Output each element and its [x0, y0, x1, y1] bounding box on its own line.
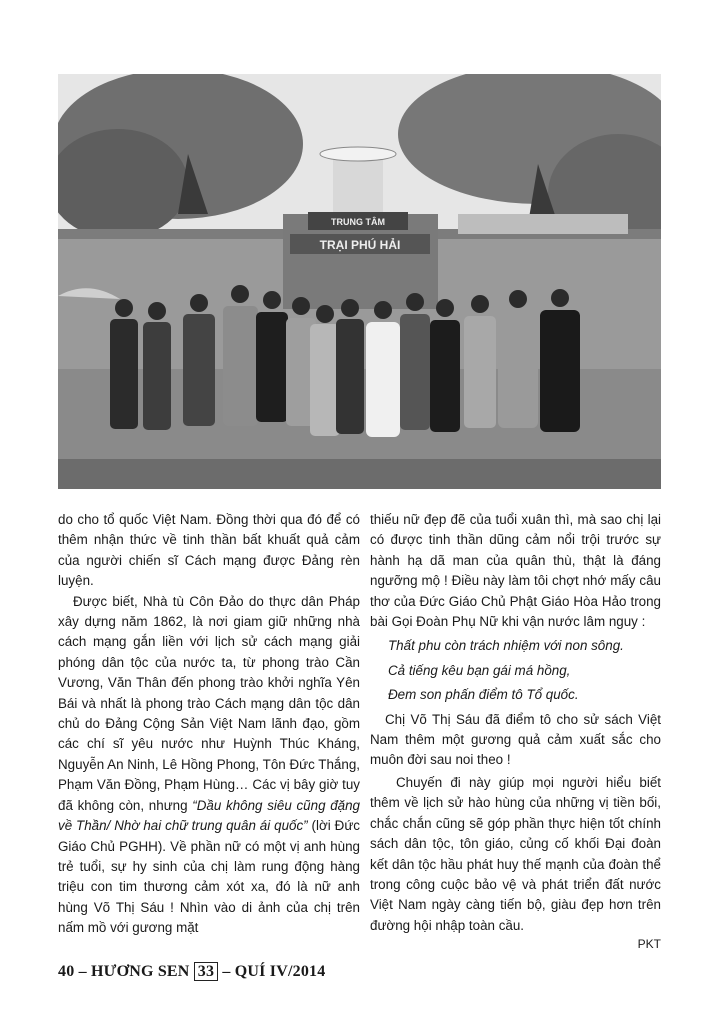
footer-magazine: – HƯƠNG SEN [74, 963, 194, 980]
left-paragraph-2-text: Được biết, Nhà tù Côn Đảo do thực dân Pháp xây dựng năm 1862, là nơi giam giữ những nhà cách mạng gắn liền với lịch sử cách mạng giải phóng dân tộc của nước ta, từ phong trào Cần Vương, Văn Thân đến phong trào khởi nghĩa Yên Bái và nhất là phong trào Cách mạng dân tộc dân chủ do Đảng Cộng Sản Việt Nam lãnh đạo, gồm các chí sĩ yêu nước như Huỳnh Thúc Kháng, Nguyễn An Ninh, Lê Hồng Phong, Tôn Đức Thắng, Phạm Văn Đồng, Phạm Hùng… Các vị bây giờ tuy đã không còn, nhưng [58, 593, 360, 813]
verse-line-3: Đem son phấn điểm tô Tổ quốc. [388, 687, 579, 703]
footer-quarter: – QUÍ IV/2014 [218, 963, 326, 980]
left-column [58, 510, 360, 939]
left-quote: “Dầu không siêu cũng đặng về Thần/ Nhờ hai chữ trung quân ái quốc” [58, 797, 361, 834]
issue-number: 33 [194, 962, 218, 981]
right-column [370, 510, 661, 952]
left-paragraph-1: do cho tổ quốc Việt Nam. Đồng thời qua đó để có thêm nhận thức về tinh thần bất khuất quả cảm của người chiến sĩ Cách mạng được Đảng rèn luyện. [58, 512, 360, 589]
left-paragraph-2-end: (lời Đức Giáo Chủ PGHH). Về phần nữ có một vị anh hùng trẻ tuổi, sự hy sinh của chị làm rung động hàng triệu con tim thương cảm xót xa, đó là nữ anh hùng Võ Thị Sáu ! Nhìn vào di ảnh của chị trên nấm mồ với gương mặt [58, 818, 360, 936]
right-intro: thiếu nữ đẹp đẽ của tuổi xuân thì, mà sao chị lại có được tinh thần dũng cảm nổi trội trước sự hành hạ dã man của quân thù, thật là đáng ngưỡng mộ ! Điều này làm tôi chợt nhớ mấy câu thơ của Đức Giáo Chủ Phật Giáo Hòa Hảo trong bài Gọi Đoàn Phụ Nữ khi vận nước lâm nguy : [370, 512, 661, 630]
verse-line-1: Thất phu còn trách nhiệm với non sông. [388, 638, 624, 654]
right-paragraph-2: Chị Võ Thị Sáu đã điểm tô cho sử sách Việt Nam thêm một gương quả cảm xuất sắc cho muôn đời sau noi theo ! [370, 711, 661, 768]
page-number: 40 [58, 963, 75, 980]
page-footer [58, 962, 325, 981]
right-paragraph-3: Chuyến đi này giúp mọi người hiểu biết thêm về lịch sử hào hùng của những vị tiền bối, chắc chắn cũng sẽ góp phần thực hiện tốt chính sách dân tộc, tôn giáo, củng cố khối Đại đoàn kết dân tộc hầu phát huy thế mạnh của đoàn thể trong công cuộc bảo vệ và phát triển đất nước Việt Nam ngày càng tiến bộ, giàu đẹp hơn trên đường hội nhập toàn cầu. [370, 774, 661, 933]
group-photo [58, 74, 661, 489]
photo-illustration [58, 74, 661, 489]
verse-line-2: Cả tiếng kêu bạn gái má hồng, [388, 662, 571, 678]
gate-sign-top: TRUNG TÂM [331, 217, 385, 227]
left-paragraph-2 [58, 592, 360, 939]
gate-sign-bottom: TRẠI PHÚ HẢI [319, 238, 401, 252]
signature: PKT [637, 937, 661, 952]
